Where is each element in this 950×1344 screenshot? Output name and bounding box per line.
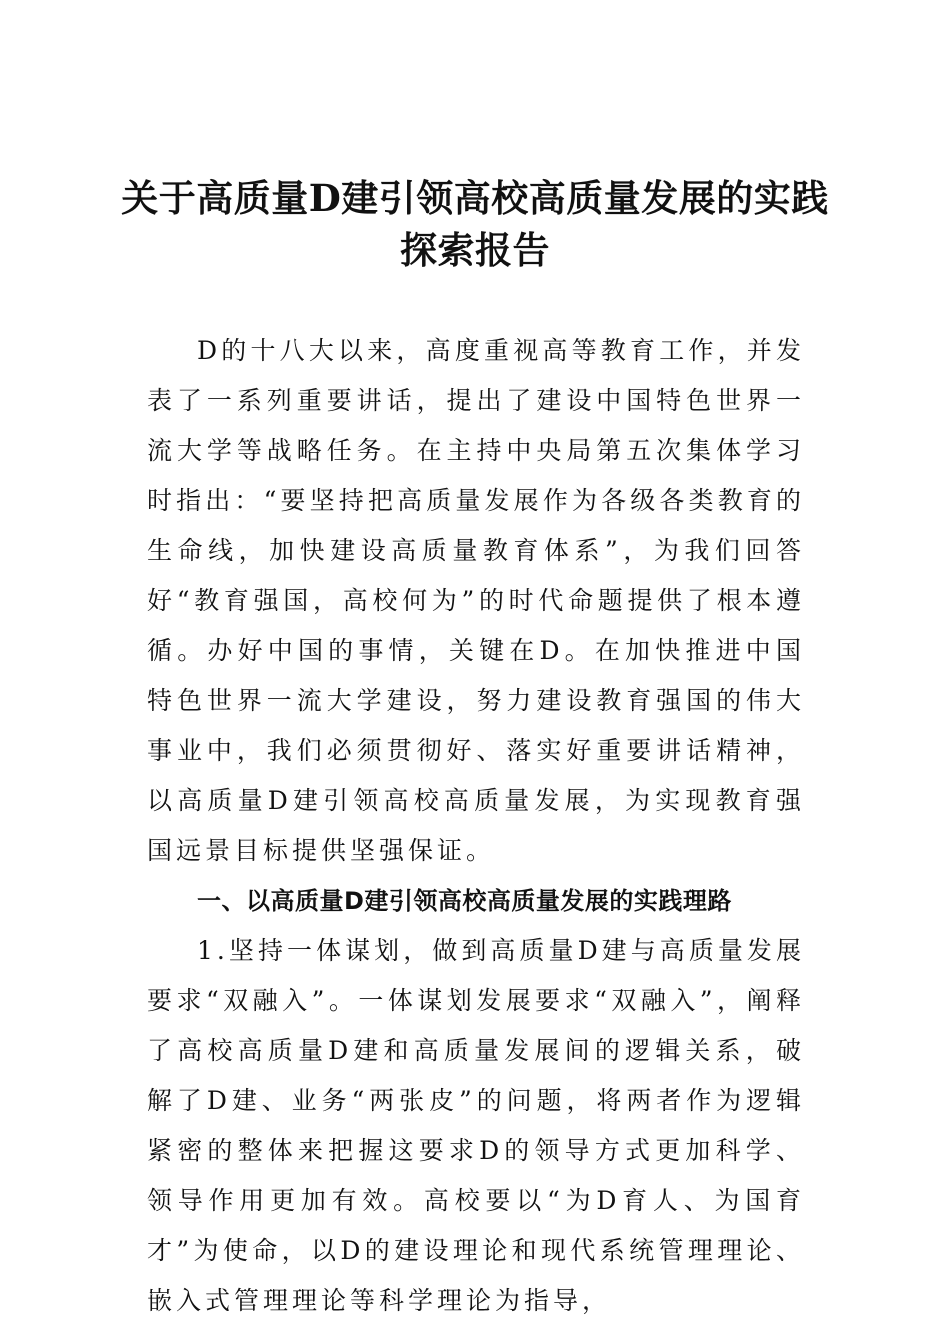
document-body (147, 326, 805, 1326)
document-title: 关于高质量D建引领高校高质量发展的实践探索报告 (121, 176, 829, 272)
intro-paragraph: D的十八大以来，高度重视高等教育工作，并发表了一系列重要讲话，提出了建设中国特色世界一流大学等战略任务。在主持中央局第五次集体学习时指出：“要坚持把高质量发展作为各级各类教育的生命线，加快建设高质量教育体系”，为我们回答好“教育强国，高校何为”的时代命题提供了根本遵循。办好中国的事情，关键在D。在加快推进中国特色世界一流大学建设，努力建设教育强国的伟大事业中，我们必须贯彻好、落实好重要讲话精神，以高质量D建引领高校高质量发展，为实现教育强国远景目标提供坚强保证。 (147, 336, 805, 865)
section-paragraph: 1.坚持一体谋划，做到高质量D建与高质量发展要求“双融入”。一体谋划发展要求“双融入”，阐释了高校高质量D建和高质量发展间的逻辑关系，破解了D建、业务“两张皮”的问题，将两者作为逻辑紧密的整体来把握这要求D的领导方式更加科学、领导作用更加有效。高校要以“为D育人、为国育才”为使命，以D的建设理论和现代系统管理理论、嵌入式管理理论等科学理论为指导， (147, 936, 805, 1315)
section-heading: 一、以高质量D建引领高校高质量发展的实践理路 (197, 887, 732, 915)
